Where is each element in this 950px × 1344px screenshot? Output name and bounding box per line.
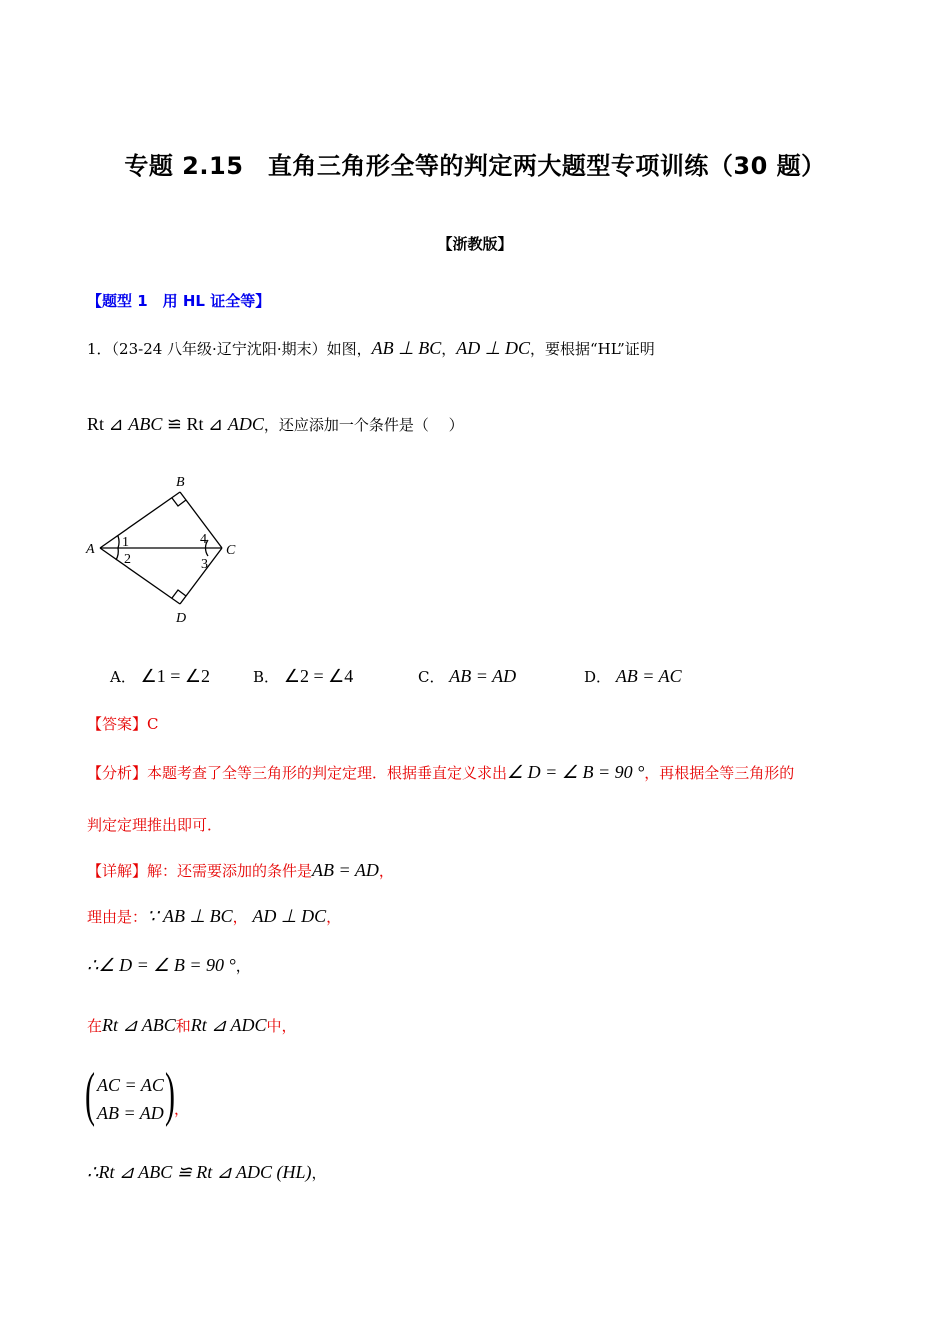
detail-line-6 xyxy=(87,1162,327,1183)
analysis-label: 【分析】 xyxy=(87,764,148,782)
question-text: ，要根据“HL”证明 xyxy=(529,340,655,358)
detail-line-2 xyxy=(87,906,341,927)
detail-label: 【详解】 xyxy=(87,862,148,880)
label-D: D xyxy=(176,611,187,626)
punct: ， xyxy=(326,908,342,926)
math: AB ⊥ BC xyxy=(371,338,442,358)
left-brace: ( xyxy=(84,1061,95,1127)
edition-label: 【浙教版】 xyxy=(437,235,513,253)
math: Rt ⊿ xyxy=(87,414,124,434)
question-line-1 xyxy=(87,338,655,359)
option-text: AB = AC xyxy=(615,666,682,686)
detail-line-3 xyxy=(87,955,251,976)
answer xyxy=(87,713,159,734)
option-a xyxy=(110,666,210,687)
math: AD ⊥ DC xyxy=(252,906,327,926)
question-line-2 xyxy=(87,414,464,435)
detail-text: 解：还需要添加的条件是 xyxy=(147,862,313,880)
math: ADC xyxy=(227,414,264,434)
label-C: C xyxy=(226,543,236,558)
math: ≌ Rt ⊿ xyxy=(162,414,224,434)
math: ∵ AB ⊥ BC xyxy=(147,906,233,926)
angle-2: 2 xyxy=(124,552,131,567)
option-text: ∠1 = ∠2 xyxy=(140,666,211,686)
math: Rt ⊿ ABC xyxy=(102,1015,176,1035)
punct: ， xyxy=(174,1100,190,1118)
detail-line-1 xyxy=(87,860,394,881)
analysis-text: ，再根据全等三角形的 xyxy=(644,764,795,782)
question-number: 1． xyxy=(87,340,112,358)
punct: ， xyxy=(232,908,248,926)
detail-line-4 xyxy=(87,1015,297,1036)
option-label: C． xyxy=(418,668,445,686)
option-b xyxy=(253,666,353,687)
analysis-line-1 xyxy=(87,762,794,783)
analysis-line-2: 判定定理推出即可． xyxy=(87,816,223,834)
math: ∴∠ D = ∠ B = 90 ° xyxy=(87,955,236,975)
option-label: D． xyxy=(584,668,612,686)
answer-value: C xyxy=(147,715,159,733)
math: ABC xyxy=(128,414,163,434)
system-eq-2: AB = AD xyxy=(97,1103,164,1123)
triangle-figure xyxy=(80,470,250,630)
punct: ， xyxy=(378,862,394,880)
math: Rt ⊿ ADC xyxy=(190,1015,267,1035)
math: ∠ D = ∠ B = 90 ° xyxy=(507,762,645,782)
angle-4: 4 xyxy=(200,532,207,547)
angle-3: 3 xyxy=(201,557,208,572)
label-A: A xyxy=(86,542,95,557)
detail-text: 理由是： xyxy=(87,908,148,926)
option-text: ∠2 = ∠4 xyxy=(283,666,354,686)
analysis-text: 本题考查了全等三角形的判定定理．根据垂直定义求出 xyxy=(147,764,508,782)
option-c xyxy=(418,666,516,687)
option-d xyxy=(584,666,682,687)
math: AD ⊥ DC xyxy=(456,338,530,358)
detail-text: 中， xyxy=(266,1017,297,1035)
punct: ， xyxy=(311,1164,327,1182)
question-text: ，还应添加一个条件是（ ） xyxy=(263,416,464,434)
question-source: （23-24 八年级·辽宁沈阳·期末）如图， xyxy=(111,340,372,358)
option-label: A． xyxy=(110,668,136,686)
section-heading: 【题型 1 用 HL 证全等】 xyxy=(87,292,271,310)
punct: ， xyxy=(235,957,251,975)
answer-label: 【答案】 xyxy=(87,715,148,733)
system-eq-1: AC = AC xyxy=(97,1075,164,1095)
right-brace: ) xyxy=(164,1061,175,1127)
label-B: B xyxy=(176,475,185,490)
angle-1: 1 xyxy=(122,535,129,550)
punct: ， xyxy=(441,340,457,358)
option-text: AB = AD xyxy=(449,666,517,686)
option-label: B． xyxy=(253,668,280,686)
math: AB = AD xyxy=(312,860,379,880)
page-title: 专题 2.15 直角三角形全等的判定两大题型专项训练（30 题） xyxy=(124,152,826,180)
math: ∴Rt ⊿ ABC ≌ Rt ⊿ ADC (HL) xyxy=(87,1162,312,1182)
detail-text: 在 xyxy=(87,1017,103,1035)
detail-text: 和 xyxy=(175,1017,191,1035)
